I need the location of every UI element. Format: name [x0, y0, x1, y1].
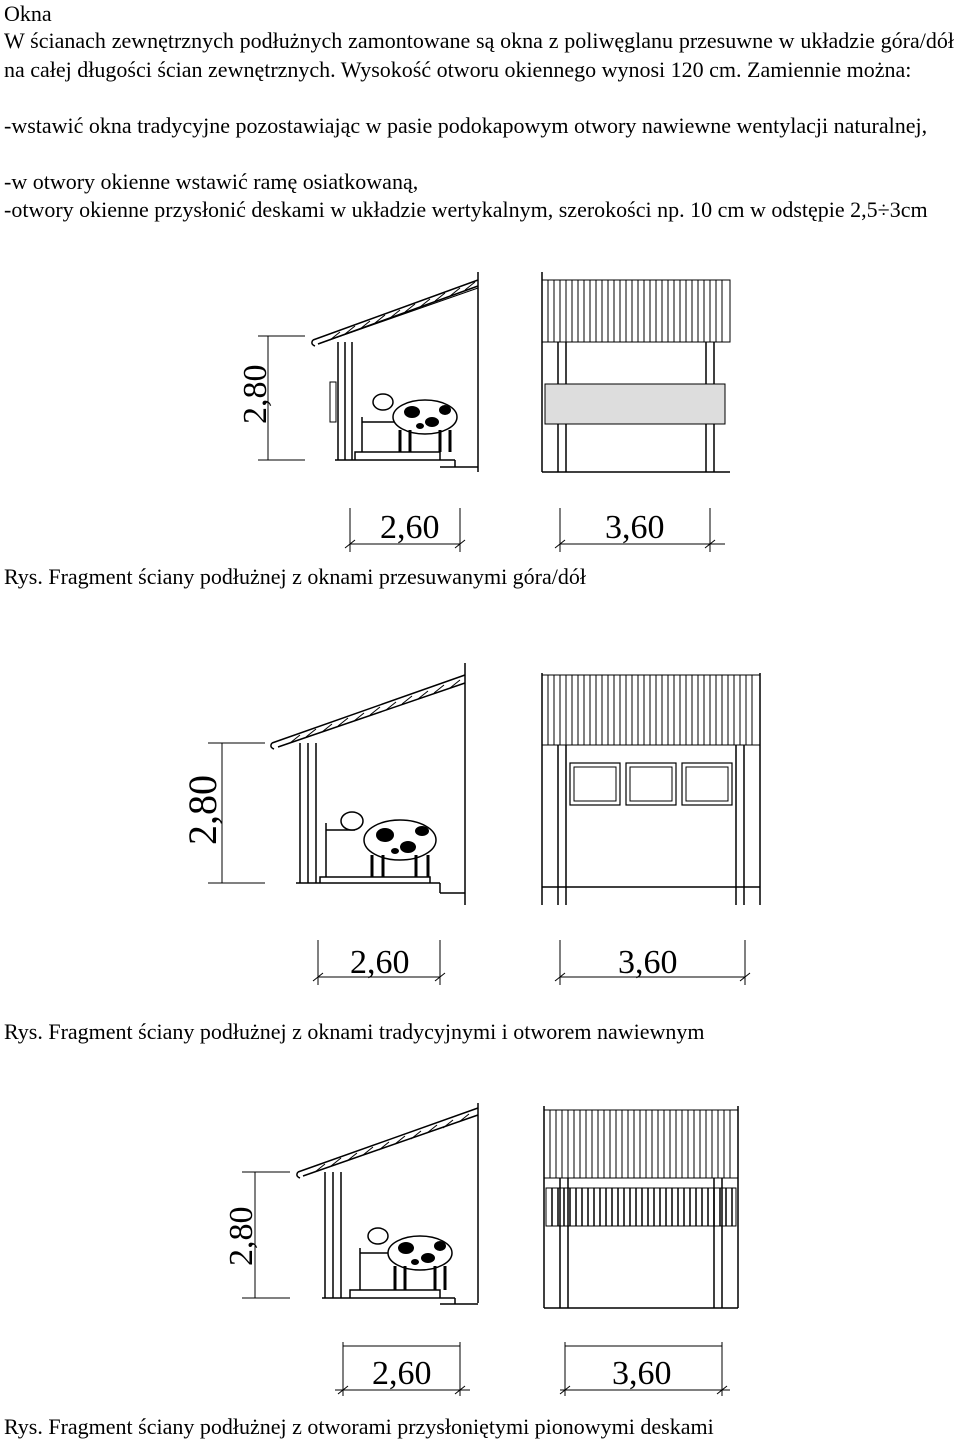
span-label: 3,60	[612, 1355, 672, 1392]
span-label: 3,60	[618, 944, 678, 981]
elevation-view	[542, 272, 730, 472]
cow-icon	[368, 1228, 452, 1290]
cow-icon	[341, 812, 436, 877]
figure-2-caption: Rys. Fragment ściany podłużnej z oknami tradycyjnymi i otworem nawiewnym	[4, 1019, 705, 1044]
figure-3-drawing	[0, 1098, 960, 1398]
height-label: 2,80	[237, 364, 274, 424]
figure-3-caption: Rys. Fragment ściany podłużnej z otworami przysłoniętymi pionowymi deskami	[4, 1414, 714, 1439]
figure-1-drawing	[0, 262, 960, 562]
option-mesh-frame: -w otwory okienne wstawić ramę osiatkowaną,	[4, 169, 419, 194]
depth-label: 2,60	[350, 944, 410, 981]
height-label: 2,80	[223, 1206, 260, 1266]
depth-label: 2,60	[380, 509, 440, 546]
section-view	[312, 272, 478, 472]
section-view	[271, 663, 465, 905]
height-label: 2,80	[180, 775, 225, 845]
option-vertical-boards: -otwory okienne przysłonić deskami w układzie wertykalnym, szerokości np. 10 cm w odstępie 2,5÷3cm	[4, 197, 928, 222]
document-heading: Okna	[4, 1, 52, 26]
figure-1-caption: Rys. Fragment ściany podłużnej z oknami przesuwanymi góra/dół	[4, 564, 586, 589]
elevation-view	[544, 1106, 738, 1308]
section-view	[297, 1103, 478, 1304]
figure-2-drawing	[0, 655, 960, 1005]
depth-label: 2,60	[372, 1355, 432, 1392]
elevation-view	[542, 673, 760, 905]
option-traditional-windows: -wstawić okna tradycyjne pozostawiając w pasie podokapowym otwory nawiewne wentylacji naturalnej,	[4, 113, 928, 138]
cow-icon	[373, 394, 457, 452]
intro-paragraph: W ścianach zewnętrznych podłużnych zamontowane są okna z poliwęglanu przesuwne w układzie góra/dół na całej długości ścian zewnętrznych. Wysokość otworu okiennego wynosi 120 cm. Zamiennie można:	[4, 28, 954, 82]
span-label: 3,60	[605, 509, 665, 546]
